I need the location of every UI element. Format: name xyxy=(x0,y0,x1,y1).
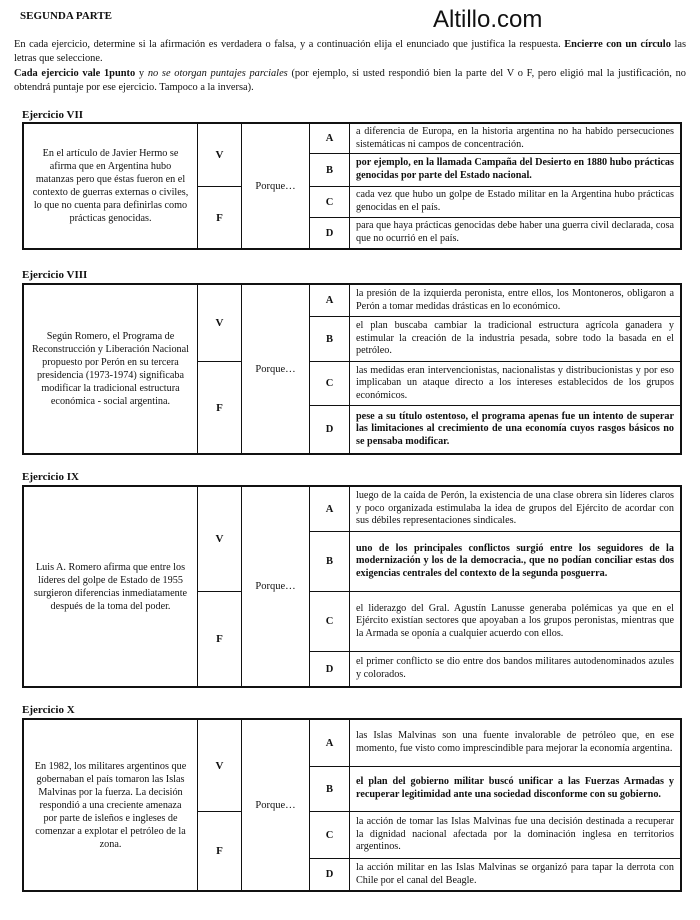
instructions-text-3: y xyxy=(138,67,145,79)
porque-label: Porque… xyxy=(242,720,310,890)
option-letter-b[interactable]: B xyxy=(310,532,350,592)
false-option[interactable]: F xyxy=(198,362,242,453)
option-letter-c[interactable]: C xyxy=(310,812,350,859)
option-letter-d[interactable]: D xyxy=(310,859,350,890)
true-option[interactable]: V xyxy=(198,285,242,362)
exercise-table xyxy=(22,283,682,455)
option-text-b: uno de los principales conflictos surgió entre los seguidores de la modernización y los de la democracia., que no podían conciliar estas dos exigencias centrales del contexto de la segunda posguerra. xyxy=(350,532,680,592)
instructions-text-1: En cada ejercicio, determine si la afirmación es verdadera o falsa, y a continuación elija el enunciado que justifica la respuesta. xyxy=(14,39,561,50)
option-letter-b[interactable]: B xyxy=(310,154,350,187)
option-letter-a[interactable]: A xyxy=(310,487,350,532)
option-text-b: el plan del gobierno militar buscó unificar a las Fuerzas Armadas y recuperar legitimidad ante una sociedad disconforme con su gobierno. xyxy=(350,767,680,812)
option-text-b: el plan buscaba cambiar la tradicional estructura agrícola ganadera y estimular la creación de la industria pesada, sobre todo la basada en el petróleo. xyxy=(350,317,680,362)
instructions-emphasis-2: Cada ejercicio vale 1punto xyxy=(14,67,136,79)
option-text-d: la acción militar en las Islas Malvinas se organizó para tapar la derrota con Chile por el canal del Beagle. xyxy=(356,861,674,886)
instructions-italic: no se otorgan puntajes parciales xyxy=(147,67,288,79)
option-letter-d[interactable]: D xyxy=(310,406,350,453)
option-letter-a[interactable]: A xyxy=(310,124,350,154)
exercise-statement: Según Romero, el Programa de Reconstrucción y Liberación Nacional propuesto por Perón en su tercera presidencia (1973-1974) significaba modificar la tradicional estructura económica - social argentina. xyxy=(24,285,198,453)
exercise-table xyxy=(22,122,682,250)
true-option[interactable]: V xyxy=(198,124,242,187)
false-option[interactable]: F xyxy=(198,592,242,686)
exercise-title: Ejercicio VIII xyxy=(22,269,88,281)
exercise-statement: En 1982, los militares argentinos que gobernaban el país tomaron las Islas Malvinas por la fuerza. La decisión respondió a una creciente amenaza por parte de isleños e ingleses de comenzar a explotar el petróleo de la zona. xyxy=(24,720,198,890)
option-letter-d[interactable]: D xyxy=(310,218,350,248)
porque-label: Porque… xyxy=(242,124,310,248)
option-text-c: el liderazgo del Gral. Agustín Lanusse generaba polémicas ya que en el Ejército existían sectores que apoyaban a los grupos peronistas, mientras que la Armada se oponía a cualquier acuerdo con ellos. xyxy=(350,592,680,652)
option-text-a: a diferencia de Europa, en la historia argentina no ha habido persecuciones sistemáticas ni campos de concentración. xyxy=(350,124,680,154)
option-letter-c[interactable]: C xyxy=(310,592,350,652)
option-text-a: la presión de la izquierda peronista, entre ellos, los Montoneros, obligaron a Perón a tomar medidas drásticas en lo económico. xyxy=(350,285,680,317)
instructions-text-4: (por ejemplo, si usted respondió bien la parte del V o F, pero eligió mal la justificación, no obtendrá puntaje por ese ejercicio. Tampoco a la inversa). xyxy=(14,67,687,94)
false-option[interactable]: F xyxy=(198,812,242,890)
option-letter-c[interactable]: C xyxy=(310,187,350,218)
instructions-text-2: las letras que seleccione. xyxy=(14,39,686,65)
porque-label: Porque… xyxy=(242,487,310,686)
option-text-b: por ejemplo, en la llamada Campaña del Desierto en 1880 hubo prácticas genocidas por parte del Estado nacional. xyxy=(350,154,680,187)
exercise-title: Ejercicio X xyxy=(22,704,75,716)
exercise-statement: En el artículo de Javier Hermo se afirma que en Argentina hubo matanzas pero que éstas fueron en el contexto de guerras externas o civiles, lo que no cuenta para definirlas como prácticas genocidas. xyxy=(24,124,198,248)
instructions-emphasis-1: Encierre con un círculo xyxy=(564,39,671,50)
option-letter-a[interactable]: A xyxy=(310,285,350,317)
exercise-statement: Luis A. Romero afirma que entre los líderes del golpe de Estado de 1955 surgieron diferencias inmediatamente después de la toma del poder. xyxy=(24,487,198,686)
option-text-c: las medidas eran intervencionistas, nacionalistas y distribucionistas y por eso implicaban un ataque directo a los intereses establecidos de los grupos económicos. xyxy=(350,362,680,406)
exercise-title: Ejercicio VII xyxy=(22,109,83,121)
option-letter-d[interactable]: D xyxy=(310,652,350,686)
option-text-c: cada vez que hubo un golpe de Estado militar en la Argentina hubo prácticas genocidas en el país. xyxy=(350,187,680,218)
exercise-table xyxy=(22,485,682,688)
option-text-d: el primer conflicto se dio entre dos bandos militares autodenominados azules y colorados. xyxy=(356,656,674,680)
watermark-logo: Altillo.com xyxy=(433,6,543,33)
section-title: SEGUNDA PARTE xyxy=(20,10,113,22)
option-letter-b[interactable]: B xyxy=(310,767,350,812)
true-option[interactable]: V xyxy=(198,720,242,812)
false-option[interactable]: F xyxy=(198,187,242,248)
option-letter-a[interactable]: A xyxy=(310,720,350,767)
porque-label: Porque… xyxy=(242,285,310,453)
exercise-title: Ejercicio IX xyxy=(22,471,79,483)
instructions xyxy=(14,38,686,96)
option-text-d: pese a su título ostentoso, el programa apenas fue un intento de superar las limitaciones al crecimiento de una economía cuyos rasgos básicos no se pensaba modificar. xyxy=(356,410,674,447)
exercise-table xyxy=(22,718,682,892)
option-text-d: para que haya prácticas genocidas debe haber una guerra civil declarada, cosa que no ocurrió en el país. xyxy=(356,220,674,244)
option-letter-b[interactable]: B xyxy=(310,317,350,362)
option-letter-c[interactable]: C xyxy=(310,362,350,406)
option-text-a: luego de la caída de Perón, la existencia de una clase obrera sin líderes claros y poco organizada estimulaba la idea de grupos del Ejército de acordar con sus débiles representaciones sindicales. xyxy=(350,487,680,532)
true-option[interactable]: V xyxy=(198,487,242,592)
option-text-c: la acción de tomar las Islas Malvinas fue una decisión destinada a recuperar la dignidad nacional afectada por la dominación inglesa en territorios argentinos. xyxy=(350,812,680,859)
option-text-a: las Islas Malvinas son una fuente invalorable de petróleo que, en ese momento, fue visto como imprescindible para mejorar la economía argentina. xyxy=(350,720,680,767)
